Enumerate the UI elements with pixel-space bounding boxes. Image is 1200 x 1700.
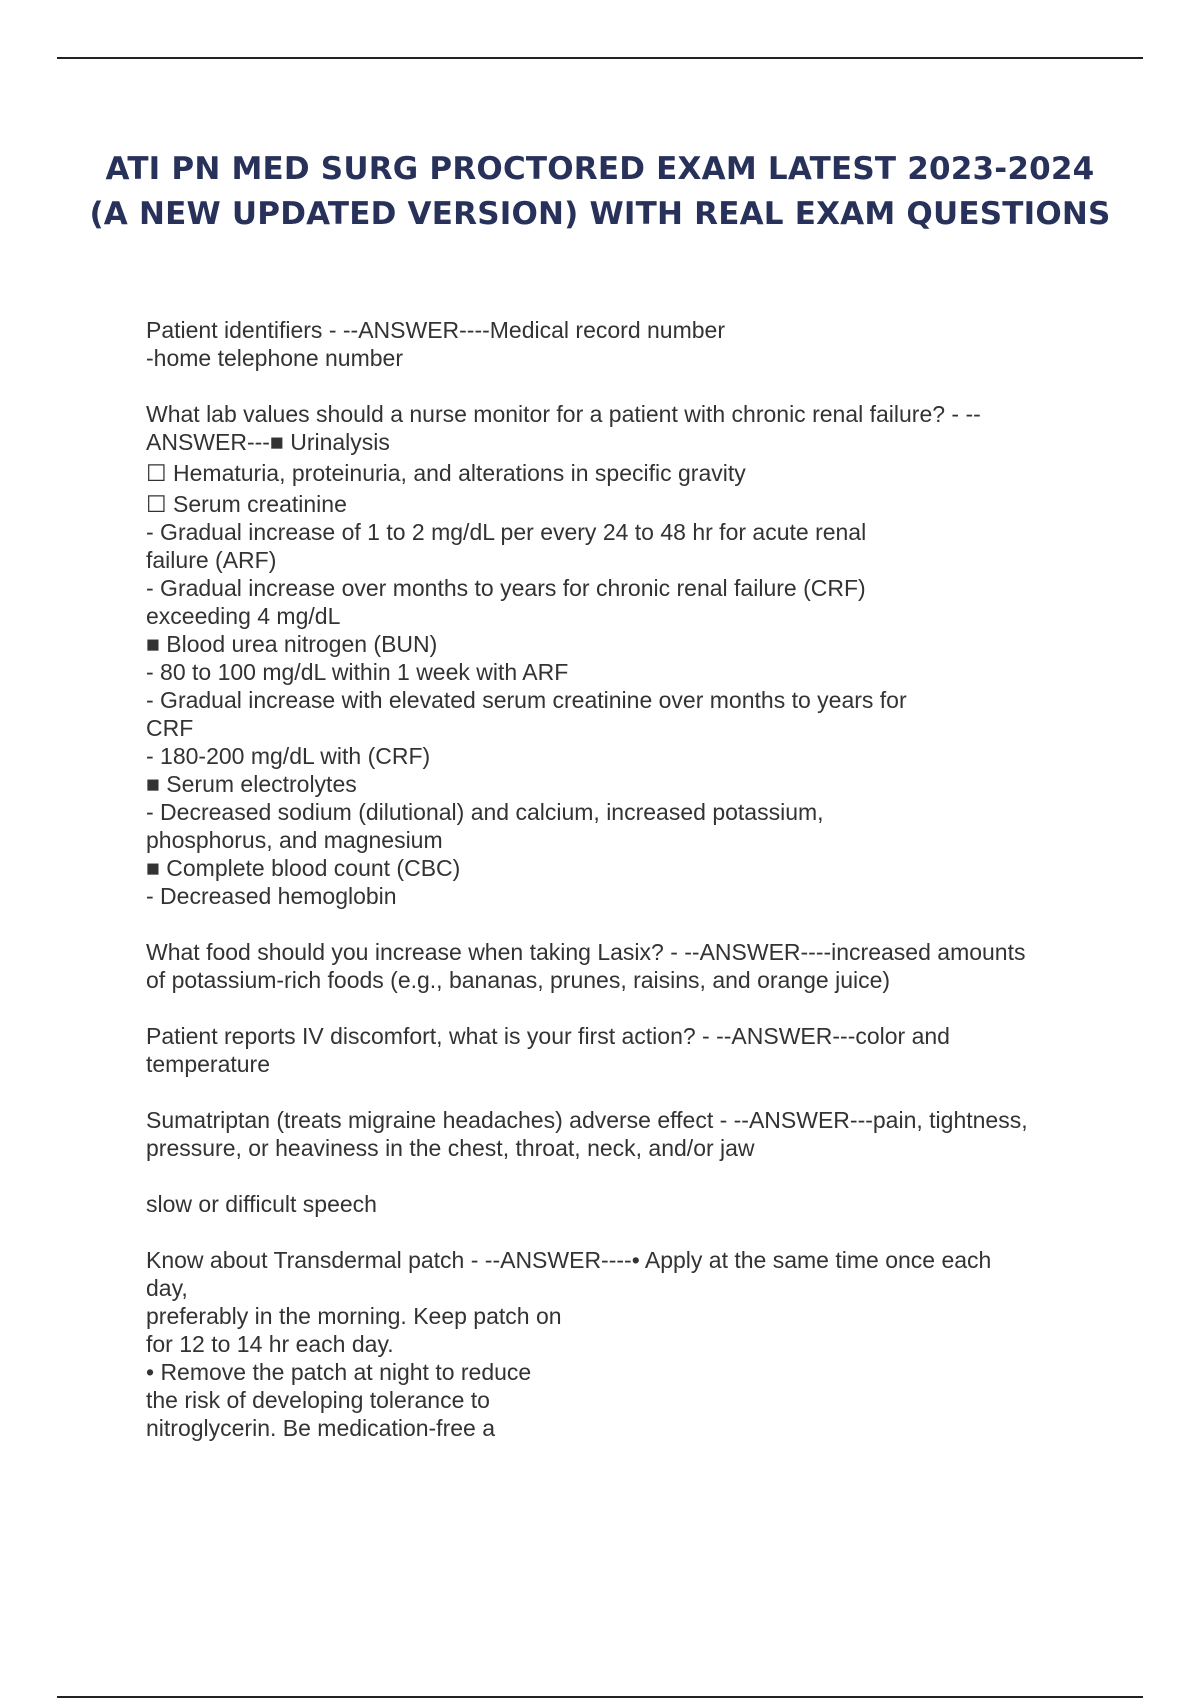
qa-entry-iv-discomfort <box>146 1022 1096 1078</box>
qa-entry-lasix-food <box>146 938 1096 994</box>
text-line: preferably in the morning. Keep patch on <box>146 1303 562 1329</box>
text-line: ■ Complete blood count (CBC) <box>146 855 461 881</box>
qa-entry-renal-lab-values <box>146 400 1096 910</box>
text-line: phosphorus, and magnesium <box>146 827 443 853</box>
text-line: nitroglycerin. Be medication-free a <box>146 1415 495 1441</box>
text-line: - Decreased hemoglobin <box>146 883 397 909</box>
document-title <box>0 147 1200 237</box>
title-line-1: ATI PN MED SURG PROCTORED EXAM LATEST 2023-2024 <box>105 151 1095 187</box>
text-line: - Decreased sodium (dilutional) and calcium, increased potassium, <box>146 799 824 825</box>
text-line: exceeding 4 mg/dL <box>146 603 341 629</box>
text-line: Know about Transdermal patch - --ANSWER----• Apply at the same time once each <box>146 1247 992 1273</box>
text-line: Sumatriptan (treats migraine headaches) adverse effect - --ANSWER---pain, tightness, <box>146 1107 1028 1133</box>
qa-entry-sumatriptan <box>146 1106 1096 1162</box>
text-line: - 80 to 100 mg/dL within 1 week with ARF <box>146 659 569 685</box>
text-line: Patient reports IV discomfort, what is your first action? - --ANSWER---color and <box>146 1023 950 1049</box>
qa-entry-transdermal-patch <box>146 1246 1096 1442</box>
text-line: ☐ Serum creatinine <box>146 491 347 517</box>
text-line: - Gradual increase over months to years for chronic renal failure (CRF) <box>146 575 866 601</box>
text-line: -home telephone number <box>146 345 403 371</box>
text-line: - 180-200 mg/dL with (CRF) <box>146 743 431 769</box>
text-line: What lab values should a nurse monitor for a patient with chronic renal failure? - -- <box>146 401 981 427</box>
text-line: ■ Blood urea nitrogen (BUN) <box>146 631 438 657</box>
qa-entry-slow-speech <box>146 1190 1096 1218</box>
text-line: ☐ Hematuria, proteinuria, and alterations in specific gravity <box>146 460 746 486</box>
top-rule <box>57 57 1143 59</box>
bottom-rule <box>57 1696 1143 1698</box>
qa-entry-patient-identifiers <box>146 316 1096 372</box>
text-line: temperature <box>146 1051 271 1077</box>
text-line: - Gradual increase of 1 to 2 mg/dL per every 24 to 48 hr for acute renal <box>146 519 867 545</box>
text-line: slow or difficult speech <box>146 1191 377 1217</box>
text-line: ANSWER---■ Urinalysis <box>146 429 390 455</box>
text-line: pressure, or heaviness in the chest, throat, neck, and/or jaw <box>146 1135 755 1161</box>
text-line: for 12 to 14 hr each day. <box>146 1331 394 1357</box>
text-line: CRF <box>146 715 194 741</box>
text-line: of potassium-rich foods (e.g., bananas, prunes, raisins, and orange juice) <box>146 967 891 993</box>
text-line: • Remove the patch at night to reduce <box>146 1359 532 1385</box>
document-body <box>146 316 1096 1470</box>
text-line: day, <box>146 1275 188 1301</box>
title-line-2: (A NEW UPDATED VERSION) WITH REAL EXAM QUESTIONS <box>89 196 1111 232</box>
text-line: Patient identifiers - --ANSWER----Medical record number <box>146 317 725 343</box>
text-line: What food should you increase when taking Lasix? - --ANSWER----increased amounts <box>146 939 1026 965</box>
text-line: the risk of developing tolerance to <box>146 1387 490 1413</box>
text-line: failure (ARF) <box>146 547 277 573</box>
text-line: ■ Serum electrolytes <box>146 771 357 797</box>
text-line: - Gradual increase with elevated serum creatinine over months to years for <box>146 687 907 713</box>
